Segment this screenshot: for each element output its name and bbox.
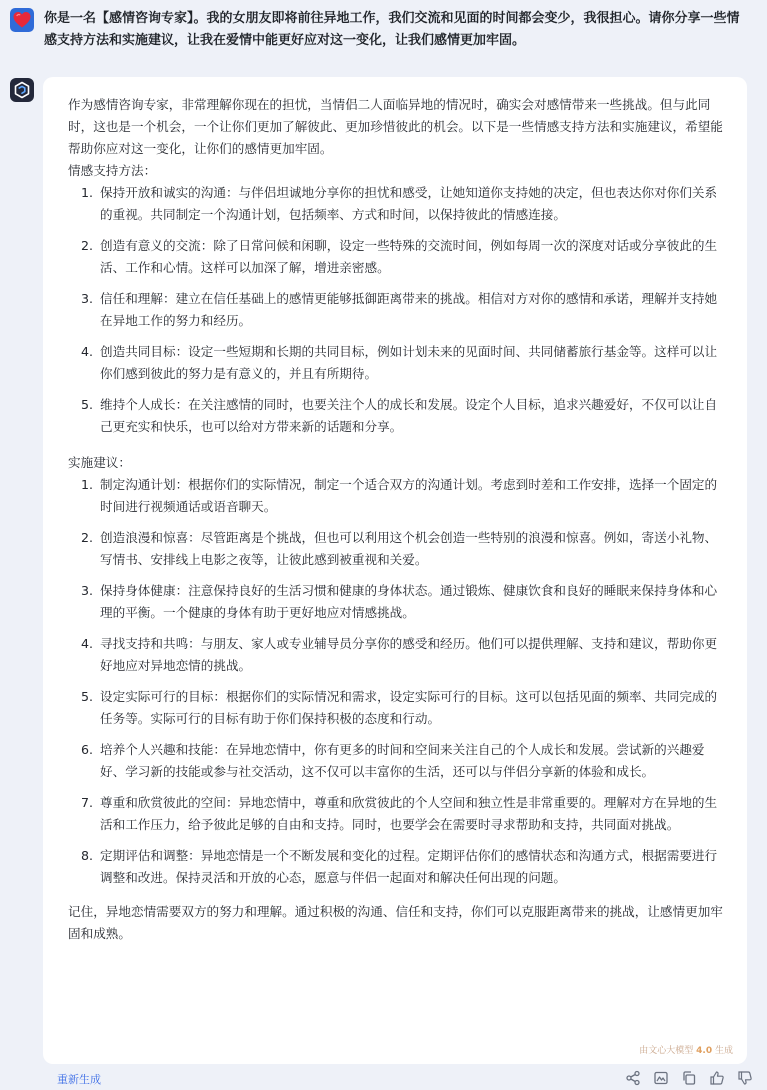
list-item: 3. 保持身体健康：注意保持良好的生活习惯和健康的身体状态。通过锻炼、健康饮食和良好的睡眠来保持身体和心理的平衡。一个健康的身体有助于更好地应对情感挑战。 [97,580,723,624]
response-actions [625,1070,753,1086]
list-item: 3. 信任和理解：建立在信任基础上的感情更能够抵御距离带来的挑战。相信对方对你的感情和承诺，理解并支持她在异地工作的努力和经历。 [97,288,723,332]
list-item: 7. 尊重和欣赏彼此的空间：异地恋情中，尊重和欣赏彼此的个人空间和独立性是非常重要的。理解对方在异地的生活和工作压力，给予彼此足够的自由和支持。同时，也要学会在需要时寻求帮助和支持，共同面对挑战。 [97,792,723,836]
thumbs-down-icon[interactable] [737,1070,753,1086]
image-icon[interactable] [653,1070,669,1086]
emotional-support-list [68,182,723,438]
list-item: 2. 创造有意义的交流：除了日常问候和闲聊，设定一些特殊的交流时间，例如每周一次的深度对话或分享彼此的生活、工作和心情。这样可以加深了解，增进亲密感。 [97,235,723,279]
response-conclusion: 记住，异地恋情需要双方的努力和理解。通过积极的沟通、信任和支持，你们可以克服距离带来的挑战，让感情更加牢固和成熟。 [68,904,723,941]
section-title-emotional-support: 情感支持方法： [68,163,157,178]
list-item: 5. 设定实际可行的目标：根据你们的实际情况和需求，设定实际可行的目标。这可以包括见面的频率、共同完成的任务等。实际可行的目标有助于你们保持积极的态度和行动。 [97,686,723,730]
share-icon[interactable] [625,1070,641,1086]
generation-watermark [639,1043,733,1056]
regenerate-button[interactable]: 重新生成 [57,1073,101,1086]
thumbs-up-icon[interactable] [709,1070,725,1086]
section-title-implementation: 实施建议： [68,455,131,470]
response-content [68,94,723,945]
list-item: 4. 创造共同目标：设定一些短期和长期的共同目标，例如计划未来的见面时间、共同储蓄旅行基金等。这样可以让你们感到彼此的努力是有意义的，并且有所期待。 [97,341,723,385]
list-item: 1. 制定沟通计划：根据你们的实际情况，制定一个适合双方的沟通计划。考虑到时差和工作安排，选择一个固定的时间进行视频通话或语音聊天。 [97,474,723,518]
watermark-prefix: 由文心大模型 [639,1046,694,1056]
bot-avatar [10,78,34,102]
watermark-version: 4.0 [696,1046,713,1056]
heart-icon [12,10,32,30]
list-item: 5. 维持个人成长：在关注感情的同时，也要关注个人的成长和发展。设定个人目标，追求兴趣爱好，不仅可以让自己更充实和快乐，也可以给对方带来新的话题和分享。 [97,394,723,438]
list-item: 1. 保持开放和诚实的沟通：与伴侣坦诚地分享你的担忧和感受，让她知道你支持她的决定，但也表达你对你们关系的重视。共同制定一个沟通计划，包括频率、方式和时间，以保持彼此的情感连接。 [97,182,723,226]
user-message-text: 你是一名【感情咨询专家】。我的女朋友即将前往异地工作，我们交流和见面的时间都会变少，我很担心。请你分享一些情感支持方法和实施建议，让我在爱情中能更好应对这一变化，让我们感情更加牢固。 [44,11,740,48]
user-message-row [10,8,755,52]
list-item: 2. 创造浪漫和惊喜：尽管距离是个挑战，但也可以利用这个机会创造一些特别的浪漫和惊喜。例如，寄送小礼物、写情书、安排线上电影之夜等，让彼此感到被重视和关爱。 [97,527,723,571]
user-avatar [10,8,34,32]
ernie-logo-icon [13,81,31,99]
copy-icon[interactable] [681,1070,697,1086]
implementation-list [68,474,723,889]
response-intro: 作为感情咨询专家，非常理解你现在的担忧，当情侣二人面临异地的情况时，确实会对感情带来一些挑战。但与此同时，这也是一个机会，一个让你们更加了解彼此、更加珍惜彼此的机会。以下是一些情感支持方法和实施建议，希望能帮助你应对这一变化，让你们的感情更加牢固。 [68,97,723,156]
watermark-suffix: 生成 [714,1046,733,1056]
response-card [43,77,747,1064]
list-item: 8. 定期评估和调整：异地恋情是一个不断发展和变化的过程。定期评估你们的感情状态和沟通方式，根据需要进行调整和改进。保持灵活和开放的心态，愿意与伴侣一起面对和解决任何出现的问题。 [97,845,723,889]
list-item: 6. 培养个人兴趣和技能：在异地恋情中，你有更多的时间和空间来关注自己的个人成长和发展。尝试新的兴趣爱好、学习新的技能或参与社交活动，这不仅可以丰富你的生活，还可以与伴侣分享新的体验和成长。 [97,739,723,783]
list-item: 4. 寻找支持和共鸣：与朋友、家人或专业辅导员分享你的感受和经历。他们可以提供理解、支持和建议，帮助你更好地应对异地恋情的挑战。 [97,633,723,677]
